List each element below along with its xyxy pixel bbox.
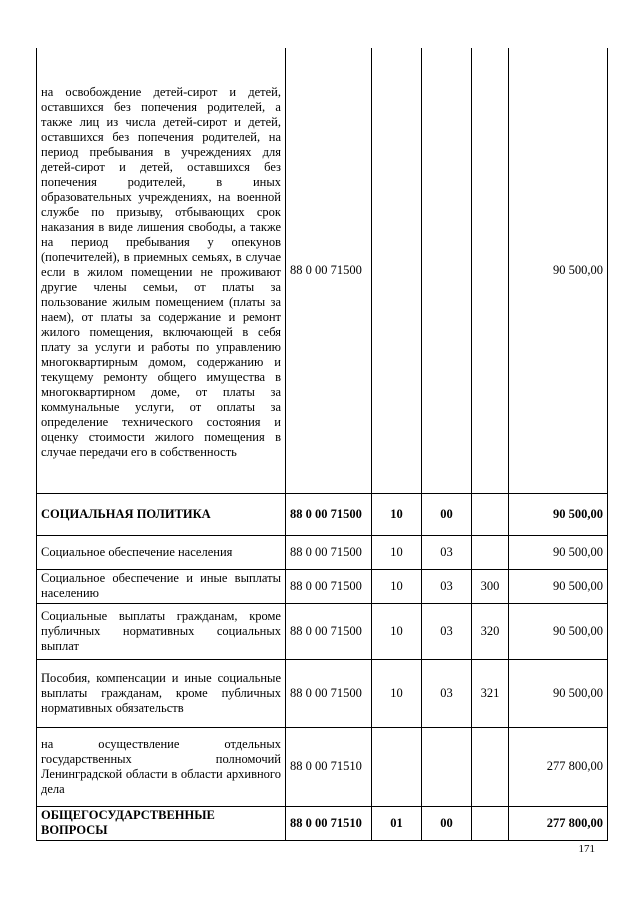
row-section (372, 727, 422, 806)
row-section: 10 (372, 569, 422, 603)
row-amount: 277 800,00 (509, 806, 608, 840)
row-name: на освобождение детей-сирот и детей, оставшихся без попечения родителей, а также лиц из числа детей-сирот и детей, оставшихся без попечения родителей, на период пребывания в учреждениях для детей-сирот и детей, оставшихся без попечения родителей, в иных образовательных учреждениях, на военной службе по призыву, отбывающих срок наказания в виде лишения свободы, а также на период пребывания у опекунов (попечителей), в приемных семьях, в случае если в жилом помещении не проживают другие члены семьи, от платы за пользование жилым помещением (платы за наем), от платы за содержание и ремонт жилого помещения, включающей в себя плату за услуги и работы по управлению многоквартирным домом, содержанию и текущему ремонту общего имущества в многоквартирном доме, от платы за коммунальные услуги, от оплаты за определение технического состояния и оценку стоимости жилого помещения в случае передачи его в собственность (37, 48, 286, 493)
row-expense-type (472, 727, 509, 806)
row-subsection: 00 (422, 806, 472, 840)
row-target-article: 88 0 00 71500 (286, 48, 372, 493)
row-subsection: 03 (422, 603, 472, 659)
row-subsection: 03 (422, 569, 472, 603)
row-name: на осуществление отдельных государственных полномочий Ленинградской области в области архивного дела (37, 727, 286, 806)
row-amount: 90 500,00 (509, 48, 608, 493)
row-name: СОЦИАЛЬНАЯ ПОЛИТИКА (37, 493, 286, 535)
row-target-article: 88 0 00 71500 (286, 535, 372, 569)
row-section: 10 (372, 603, 422, 659)
table-row (37, 806, 608, 840)
row-subsection: 03 (422, 659, 472, 727)
row-expense-type: 321 (472, 659, 509, 727)
table-row (37, 493, 608, 535)
row-target-article: 88 0 00 71510 (286, 727, 372, 806)
row-subsection: 00 (422, 493, 472, 535)
row-expense-type: 320 (472, 603, 509, 659)
row-name: Пособия, компенсации и иные социальные выплаты гражданам, кроме публичных нормативных обязательств (37, 659, 286, 727)
table-row (37, 535, 608, 569)
row-section: 10 (372, 535, 422, 569)
table-row (37, 727, 608, 806)
row-target-article: 88 0 00 71510 (286, 806, 372, 840)
row-amount: 90 500,00 (509, 569, 608, 603)
row-target-article: 88 0 00 71500 (286, 493, 372, 535)
row-subsection: 03 (422, 535, 472, 569)
table-row (37, 659, 608, 727)
row-subsection (422, 727, 472, 806)
row-section: 01 (372, 806, 422, 840)
row-expense-type (472, 806, 509, 840)
row-section (372, 48, 422, 493)
row-amount: 90 500,00 (509, 535, 608, 569)
row-name: Социальное обеспечение и иные выплаты населению (37, 569, 286, 603)
table-row (37, 603, 608, 659)
row-section: 10 (372, 493, 422, 535)
row-target-article: 88 0 00 71500 (286, 603, 372, 659)
row-name: Социальное обеспечение населения (37, 535, 286, 569)
row-section: 10 (372, 659, 422, 727)
row-expense-type (472, 493, 509, 535)
table-row (37, 48, 608, 493)
table-row (37, 569, 608, 603)
row-target-article: 88 0 00 71500 (286, 569, 372, 603)
row-name: Социальные выплаты гражданам, кроме публичных нормативных социальных выплат (37, 603, 286, 659)
row-amount: 277 800,00 (509, 727, 608, 806)
page-number: 171 (578, 843, 595, 855)
row-expense-type: 300 (472, 569, 509, 603)
row-amount: 90 500,00 (509, 659, 608, 727)
row-amount: 90 500,00 (509, 493, 608, 535)
row-expense-type (472, 48, 509, 493)
row-target-article: 88 0 00 71500 (286, 659, 372, 727)
row-amount: 90 500,00 (509, 603, 608, 659)
row-name: ОБЩЕГОСУДАРСТВЕННЫЕ ВОПРОСЫ (37, 806, 286, 840)
budget-table (36, 48, 608, 841)
row-subsection (422, 48, 472, 493)
row-expense-type (472, 535, 509, 569)
